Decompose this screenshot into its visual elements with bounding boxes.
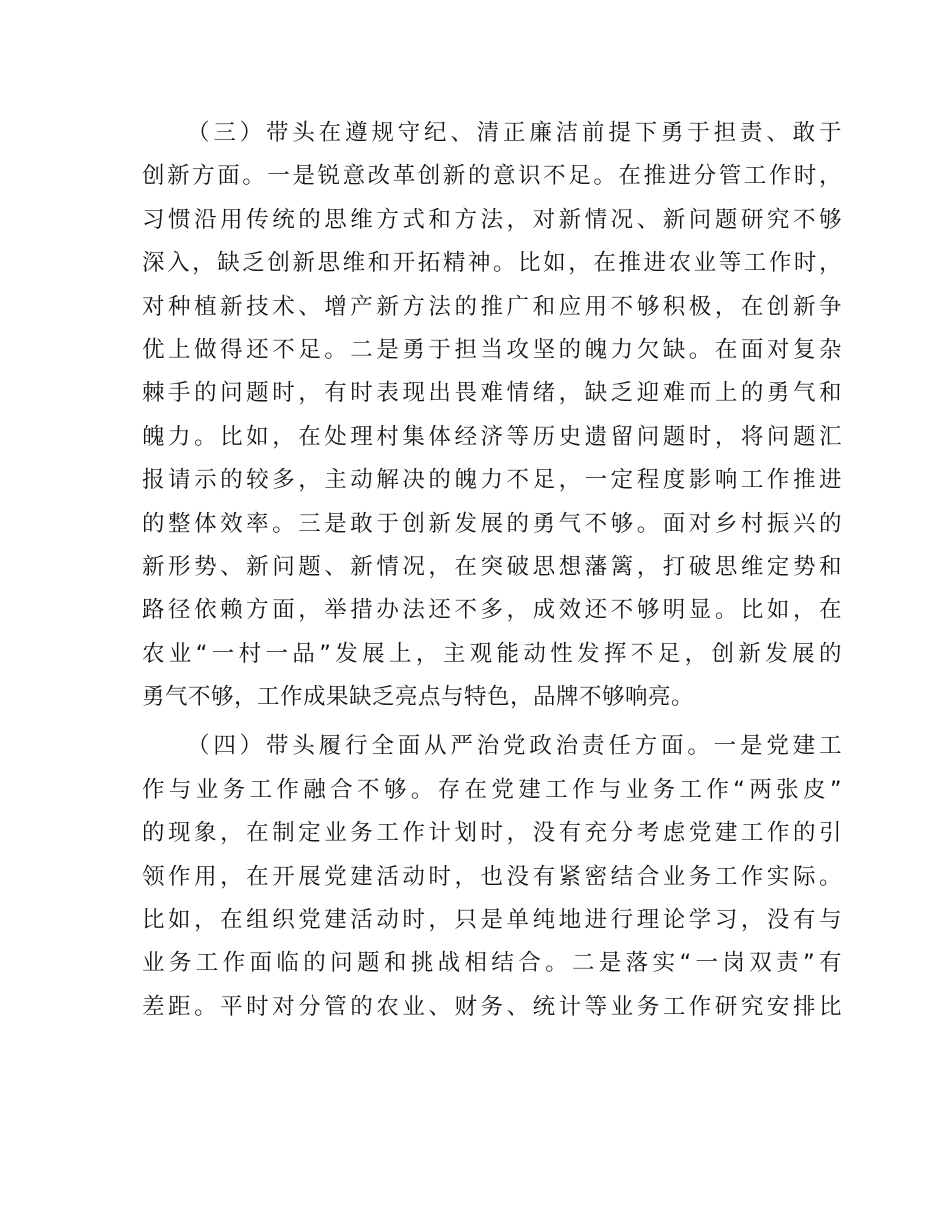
text-line: 棘手的问题时，有时表现出畏难情绪，缺乏迎难而上的勇气和 <box>142 380 842 407</box>
text-line: 路径依赖方面，举措办法还不多，成效还不够明显。比如，在 <box>142 597 842 624</box>
text-line: 新形势、新问题、新情况，在突破思想藩篱，打破思维定势和 <box>142 553 842 580</box>
text-line: 比如，在组织党建活动时，只是单纯地进行理论学习，没有与 <box>142 907 842 934</box>
text-line: 农业“一村一品”发展上，主观能动性发挥不足，创新发展的 <box>142 640 842 667</box>
text-line: （四）带头履行全面从严治党政治责任方面。一是党建工 <box>187 733 842 760</box>
text-line: 领作用，在开展党建活动时，也没有紧密结合业务工作实际。 <box>142 863 842 890</box>
paragraph-4 <box>142 725 842 1029</box>
text-line: 作与业务工作融合不够。存在党建工作与业务工作“两张皮” <box>142 776 842 803</box>
text-line: （三）带头在遵规守纪、清正廉洁前提下勇于担责、敢于 <box>187 120 842 146</box>
text-line: 习惯沿用传统的思维方式和方法，对新情况、新问题研究不够 <box>142 206 842 233</box>
text-line: 报请示的较多，主动解决的魄力不足，一定程度影响工作推进 <box>142 467 842 494</box>
text-line: 对种植新技术、增产新方法的推广和应用不够积极，在创新争 <box>142 293 842 320</box>
text-line: 优上做得还不足。二是勇于担当攻坚的魄力欠缺。在面对复杂 <box>142 336 842 363</box>
text-line: 创新方面。一是锐意改革创新的意识不足。在推进分管工作时， <box>142 163 842 190</box>
paragraph-3 <box>142 112 842 719</box>
text-line: 魄力。比如，在处理村集体经济等历史遗留问题时，将问题汇 <box>142 423 842 450</box>
document-body <box>142 112 842 1029</box>
text-line: 的整体效率。三是敢于创新发展的勇气不够。面对乡村振兴的 <box>142 510 842 537</box>
text-line: 业务工作面临的问题和挑战相结合。二是落实“一岗双责”有 <box>142 950 842 977</box>
text-line: 差距。平时对分管的农业、财务、统计等业务工作研究安排比 <box>142 993 842 1020</box>
text-line: 深入，缺乏创新思维和开拓精神。比如，在推进农业等工作时， <box>142 250 842 277</box>
text-line: 的现象，在制定业务工作计划时，没有充分考虑党建工作的引 <box>142 820 842 847</box>
text-line: 勇气不够，工作成果缺乏亮点与特色，品牌不够响亮。 <box>142 684 695 711</box>
